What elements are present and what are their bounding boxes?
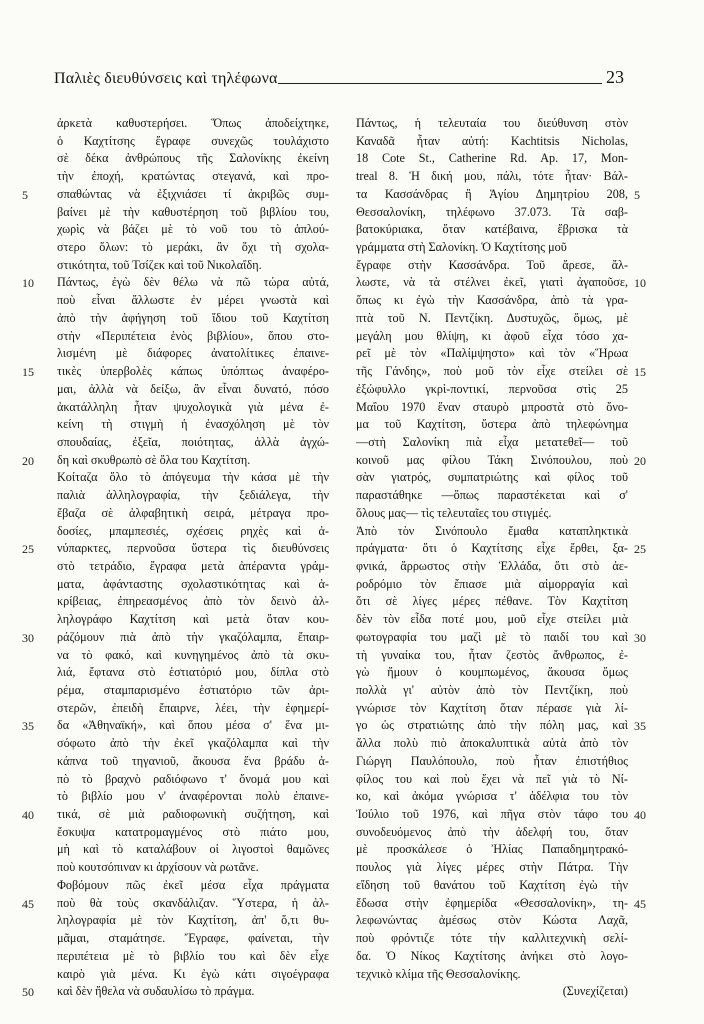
text-line: ὁ Καχτίτσης ἔγραφε συνεχῶς τουλάχιστο — [57, 133, 329, 148]
text-line: ληλογράφο Καχτίτση καὶ μετὰ ὅταν κου- — [57, 612, 329, 627]
text-line: παραστάθηκε —ὅπως παραστέκεται καὶ σ' — [356, 488, 628, 503]
text-line: Ἀπὸ τὸν Σινόπουλο ἔμαθα καταπληκτικὰ — [356, 523, 628, 538]
text-line: δα. Ὁ Νίκος Καχτίτσης ἀνήκει στὸ λογο- — [356, 948, 628, 963]
text-line: κείνη τὴ στιγμὴ ἡ ἐνασχόληση μὲ τὸν — [57, 417, 329, 432]
line-number: 25 — [22, 542, 34, 557]
text-line: δοσίες, μπαμπεσιές, σχέσεις ρηχὲς καὶ ἀ- — [57, 523, 329, 538]
text-line: —στὴ Σαλονίκη πιὰ εἶχα μετατεθεῖ— τοῦ — [356, 434, 628, 449]
text-line: φνικά, ἄρρωστος στὴν Ἑλλάδα, ὅτι στὸ ἀε- — [356, 558, 628, 573]
text-line: βατοκύριακα, ὅταν κατέβαινα, ἔβρισκα τὰ — [356, 222, 628, 237]
text-line: ὅτι σὲ λίγες μέρες πέθανε. Τὸν Καχτίτση — [356, 594, 628, 609]
text-line: τὴ γυναίκα του, ἦταν ζεστὸς ἄνθρωπος, ἐ- — [356, 647, 628, 662]
line-number: 45 — [22, 896, 34, 911]
line-number: 30 — [22, 630, 34, 645]
text-line: ἔσκυψα κατατρομαγμένος στὸ πιάτο μου, — [57, 824, 329, 839]
text-line: treal 8. Ἡ δική μου, πάλι, τότε ἦταν· Βάλ- — [356, 169, 628, 184]
text-line: Καναδᾶ ἦταν αὐτή: Kachtitsis Nicholas, — [356, 133, 628, 148]
text-line: μᾶμαι, σταμάτησε. Ἔγραφε, φαίνεται, τὴν — [57, 931, 329, 946]
text-line: λωστε, νὰ τὰ στέλνει ἐκεῖ, γιατὶ ἀγαποῦσε, — [356, 275, 628, 290]
line-number: 15 — [634, 365, 646, 380]
text-line: γὼ ἤμουν ὁ κουμπωμένος, ἄκουσα ὅμως — [356, 665, 628, 680]
line-number: 15 — [22, 365, 34, 380]
text-line: λισμένη μὲ διάφορες ἀνατολίτικες ἐπαινε- — [57, 346, 329, 361]
text-line: κάπνα τοῦ τηγανιοῦ, ἄκουσα ἕνα βράδυ ἀ- — [57, 753, 329, 768]
text-line: Μαΐου 1970 ἕναν σταυρὸ μπροστὰ στὸ ὄνο- — [356, 399, 628, 414]
text-line: περιπέτεια μὲ τὸ βιβλίο του καὶ δὲν εἶχε — [57, 948, 329, 963]
page-header — [54, 62, 624, 88]
text-line: δη καὶ σκυθρωπὸ σὲ ὅλα του Καχτίτση. — [57, 452, 251, 467]
text-line: χωρὶς νὰ βάζει μὲ τὸ νοῦ του τὸ ἁπλού- — [57, 222, 329, 237]
text-line: λεφωνώντας ἀμέσως στὸν Κώστα Λαχᾶ, — [356, 913, 628, 928]
text-line: ληλογραφία μὲ τὸν Καχτίτση, ἀπ' ὅ,τι θυ- — [57, 913, 329, 928]
text-line: Γιώργη Παυλόπουλο, ποὺ ἦταν ἐπιστήθιος — [356, 753, 628, 768]
text-line: γνώρισε τὸν Καχτίτση ὅταν πέρασε γιὰ λί- — [356, 700, 628, 715]
line-number: 10 — [634, 276, 646, 291]
text-line: φίλος του καὶ ποὺ ἔχει νὰ πεῖ γιὰ τὸ Νί- — [356, 771, 628, 786]
text-line: ἐξώφυλλο γκρὶ-ποντικί, περνοῦσα στὶς 25 — [356, 381, 628, 396]
page-number: 23 — [606, 67, 624, 87]
text-line: Ἰούλιο τοῦ 1976, καὶ πῆγα στὸν τάφο του — [356, 807, 628, 822]
text-line: φωτογραφία του μαζὶ μὲ τὸ παιδί του καὶ — [356, 629, 628, 644]
text-line: τῆς Γάνδης», ποὺ μοῦ τὸν εἶχε στείλει σὲ — [356, 364, 628, 379]
text-line: κοινοῦ μας φίλου Τάκη Σινόπουλου, ποὺ — [356, 452, 628, 467]
text-line: εἴδηση τοῦ θανάτου τοῦ Καχτίτση ἐγὼ τὴν — [356, 877, 628, 892]
line-number: 20 — [634, 453, 646, 468]
line-number: 30 — [634, 630, 646, 645]
text-line: Κοίταζα ὅλο τὸ ἀπόγευμα τὴν κάσα μὲ τὴν — [57, 470, 329, 485]
right-text-column — [356, 115, 628, 1001]
line-number: 40 — [22, 808, 34, 823]
text-line: κο, καὶ ἀκόμα γνώρισα τ' ἀδέλφια του τὸν — [356, 789, 628, 804]
text-line: τικὲς ὑπερβολὲς κάπως ὑπόπτως ἀναφέρο- — [57, 364, 329, 379]
text-line: ἔγραφε στὴν Κασσάνδρα. Τοῦ ἄρεσε, ἄλ- — [356, 257, 628, 272]
text-line: γο ὡς στρατιώτης ἀπὸ τὴν πόλη μας, καὶ — [356, 718, 628, 733]
text-line: μεγάλη μου θλίψη, κι ἀφοῦ εἶχα τόσο χα- — [356, 328, 628, 343]
text-line: γράμματα στὴ Σαλονίκη. Ὁ Καχτίτσης μοῦ — [356, 240, 567, 255]
text-line: δα «Ἀθηναϊκή», καὶ ὅπου μέσα σ' ἕνα μι- — [57, 718, 329, 733]
text-line: ποὺ εἶναι ἄλλωστε ἐν μέρει γνωστὰ καὶ — [57, 293, 329, 308]
text-line: στερῶν, ἐπειδὴ ἔπαιρνε, λέει, τὴν ἐφημερί- — [57, 700, 329, 715]
header-rule — [278, 83, 602, 84]
text-line: Πάντως, ἡ τελευταία του διεύθυνση στὸν — [356, 116, 628, 130]
text-line: ὅπως κι ἐγὼ τὴν Κασσάνδρα, ἀπὸ τὰ γρα- — [356, 293, 628, 308]
line-number: 35 — [634, 719, 646, 734]
text-line: Θεσσαλονίκη, τηλέφωνο 37.073. Τὰ σαβ- — [356, 204, 628, 219]
text-line: πτὰ τοῦ Ν. Πεντζίκη. Δυστυχῶς, ὅμως, μὲ — [356, 310, 628, 325]
text-line: συνοδευόμενος ἀπὸ τὴν ἀδελφή του, ὅταν — [356, 824, 628, 839]
text-line: τικά, σὲ μιὰ ραδιοφωνικὴ συζήτηση, καὶ — [57, 807, 329, 822]
text-line: κρίβειας, ἐπηρεασμένος ἀπὸ τὸν δεινὸ ἀλ- — [57, 594, 329, 609]
text-line: μὲ προσκάλεσε ὁ Ἠλίας Παπαδημητρακό- — [356, 842, 628, 857]
text-line: στικότητα, τοῦ Τσίζεκ καὶ τοῦ Νικολαΐδη. — [57, 257, 262, 272]
line-number: 10 — [22, 276, 34, 291]
text-line: μα τοῦ Καχτίτση, ὕστερα ἀπὸ τηλεφώνημα — [356, 417, 628, 432]
text-line: Πάντως, ἐγὼ δὲν θέλω νὰ πῶ τώρα αὐτά, — [57, 275, 329, 290]
text-line: σόφωτο ἀπὸ τὴν ἐκεῖ γκαζόλαμπα καὶ τὴν — [57, 736, 329, 751]
line-number: 45 — [634, 896, 646, 911]
text-line: στερο ὅλων: τὸ μεράκι, ἂν ὄχι τὴ σχολα- — [57, 240, 329, 255]
text-line: ἄλλα πολὺ πιὸ ἀποκαλυπτικὰ αὐτὰ ἀπὸ τὸν — [356, 736, 628, 751]
text-line: ἀπὸ τὴν ἀφήγηση τοῦ ἴδιου τοῦ Καχτίτση — [57, 310, 329, 325]
text-line: να τὸ φακό, καὶ κυνηγημένος ἀπὸ τὰ σκυ- — [57, 647, 329, 662]
text-line: ματα, ἀφάνταστης σχολαστικότητας καὶ ἀ- — [57, 576, 329, 591]
line-number: 5 — [22, 187, 28, 202]
text-line: πολλὰ γι' αὐτὸν ἀπὸ τὸν Πεντζίκη, ποὺ — [356, 683, 628, 697]
text-line: ὅλους μας— τὶς τελευταῖες του στιγμές. — [356, 505, 552, 520]
text-line: ρεῖ μὲ τὸν «Παλίμψηστο» καὶ τὸν «Ἥρωα — [356, 346, 628, 361]
text-line: 18 Cote St., Catherine Rd. Ap. 17, Mon- — [356, 151, 628, 166]
text-line: πὸ τὸ βραχνὸ ραδιόφωνο τ' ὄνομά μου καὶ — [57, 771, 329, 786]
text-line: μὴ καὶ τὸ καταλάβουν οἱ λιγοστοὶ θαμῶνες — [57, 842, 329, 857]
line-number: 25 — [634, 542, 646, 557]
text-line: τὸ βιβλίο μου ν' ἀναφέρονται πολὺ ἐπαινε- — [57, 789, 329, 804]
text-line: καιρὸ γιὰ μένα. Κι ἐγὼ κάτι σιγοέγραφα — [57, 966, 329, 981]
line-number: 50 — [22, 985, 34, 1000]
text-line: ἀκατάλληλη ἦταν ψυχολογικὰ γιὰ μένα ἐ- — [57, 399, 329, 414]
text-line: τα Κασσάνδρας ἢ Ἁγίου Δημητρίου 208, — [356, 186, 628, 201]
text-line: πουλος γιὰ λίγες μέρες στὴν Πάτρα. Τὴν — [356, 860, 628, 875]
text-line: βαίνει μὲ τὴν καθυστέρηση τοῦ βιβλίου του, — [57, 204, 329, 219]
text-line: ροδρόμιο τὸν ἔπιασε μιὰ αἱμορραγία καὶ — [356, 576, 628, 591]
text-line: ἔδωσα στὴν ἐφημερίδα «Θεσσαλονίκη», τη- — [356, 895, 628, 910]
text-line: σπουδαίας, ἐξεῖα, ποιότητας, ἀλλὰ ἀγχώ- — [57, 434, 329, 449]
text-line: πράγματα· ὅτι ὁ Καχτίτσης εἶχε ἔρθει, ξα- — [356, 541, 628, 556]
running-title: Παλιὲς διευθύνσεις καὶ τηλέφωνα — [54, 70, 278, 87]
text-line: στὴν «Περιπέτεια ἑνὸς βιβλίου», ὅπου στο- — [57, 328, 329, 343]
text-line: παλιὰ ἀλληλογραφία, τὴν ξεδιάλεγα, τὴν — [57, 488, 329, 503]
text-line: ποὺ θὰ τοὺς σκανδάλιζαν. Ὕστερα, ἡ ἀλ- — [57, 895, 329, 910]
text-line: τεχνικὸ κλίμα τῆς Θεσσαλονίκης. — [356, 966, 521, 981]
line-number: 20 — [22, 453, 34, 468]
text-line: ἀρκετὰ καθυστερήσει. Ὅπως ἀποδείχτηκε, — [57, 116, 329, 130]
text-line: δὲν τὸν εἶδα ποτέ μου, μοῦ εἶχε στείλει μιὰ — [356, 612, 628, 627]
text-line: ρέμα, σταμπαρισμένο ἑστιατόριο τῶν ἀρι- — [57, 683, 329, 697]
text-line: στὸ τετράδιο, ἔγραφα μετὰ ἀπέραντα γράμ- — [57, 558, 329, 573]
line-number: 35 — [22, 719, 34, 734]
text-line: ποὺ φρόντιζε τότε τὴν καλλιτεχνικὴ σελί- — [356, 931, 628, 946]
line-number: 5 — [634, 187, 640, 202]
text-line: σὲ δέκα ἀνθρώπους τῆς Σαλονίκης ἐκείνη — [57, 151, 329, 166]
text-line: ράζόμουν πιὰ ἀπὸ τὴν γκαζόλαμπα, ἔπαιρ- — [57, 629, 329, 644]
line-number: 40 — [634, 808, 646, 823]
text-line: ἔβαζα σὲ ἀλφαβητικὴ σειρά, μέτραγα προ- — [57, 505, 329, 520]
text-line: ποὺ κουτσόπιναν κι ἀρχίσουν νὰ ρωτᾶνε. — [57, 860, 259, 875]
text-line: καὶ δὲν ἤθελα νὰ συδαυλίσω τὸ πράγμα. — [57, 984, 255, 999]
text-line: μαι, ἀλλὰ νὰ δείξω, ἂν εἶναι δυνατό, πόσο — [57, 381, 329, 396]
text-line: Φοβόμουν πῶς ἐκεῖ μέσα εἶχα πράγματα — [57, 877, 329, 892]
text-line: σὰν γιατρός, συμπατριώτης καὶ φίλος τοῦ — [356, 470, 628, 485]
text-line: (Συνεχίζεται) — [562, 984, 628, 999]
text-line: νύπαρκτες, περνοῦσα ὕστερα τὶς διευθύνσεις — [57, 541, 329, 556]
text-line: τὴν ἐποχή, κρατώντας στεγανά, καὶ προ- — [57, 169, 329, 184]
left-text-column — [57, 115, 329, 1001]
text-line: σπαθώντας νὰ ἐξιχνιάσει τί ἀκριβῶς συμ- — [57, 186, 329, 201]
text-line: λιά, ἔφτανα στὸ ἑστιατόριό μου, δίπλα στὸ — [57, 665, 329, 680]
